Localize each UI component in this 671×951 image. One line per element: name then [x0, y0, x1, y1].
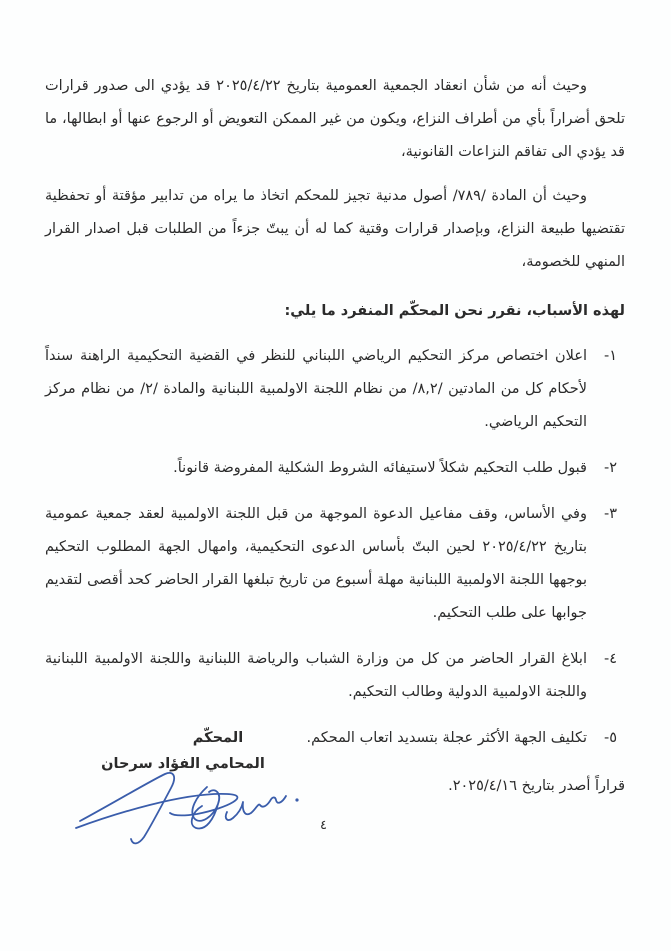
signature-scribble-image	[66, 766, 316, 866]
ruling-item-2-text: قبول طلب التحكيم شكلاً لاستيفائه الشروط الشكلية المفروضة قانوناً.	[173, 460, 587, 476]
ruling-item-3-number: ٣-	[603, 506, 617, 522]
ruling-item-4-number: ٤-	[603, 651, 617, 667]
ruling-item-1	[45, 340, 617, 439]
paragraph-whereas-1: وحيث أنه من شأن انعقاد الجمعية العمومية بتاريخ ٢٠٢٥/٤/٢٢ قد يؤدي الى صدور قرارات تلحق أضراراً بأي من أطراف النزاع، ويكون من غير الممكن التعويض أو الرجوع عنها أو ابطالها، ما قد يؤدي الى تفاقم النزاعات القانونية،	[45, 78, 625, 160]
signature-stroke-erhan	[226, 796, 286, 820]
ruling-item-1-text: اعلان اختصاص مركز التحكيم الرياضي اللبناني للنظر في القضية التحكيمية الراهنة سنداً لأحكام كل من المادتين /٨,٢/ من نظام اللجنة الاولمبية اللبنانية والمادة /٢/ من نظام مركز التحكيم الرياضي.	[45, 348, 587, 430]
arbitrator-title: المحكّم	[192, 730, 244, 746]
signature-stroke-a	[80, 773, 174, 843]
decision-date-line: قراراً أصدر بتاريخ ٢٠٢٥/٤/١٦.	[448, 778, 625, 794]
ruling-item-4	[45, 643, 617, 709]
signature-end-dot	[295, 798, 298, 801]
ruling-heading: لهذه الأسباب، نقرر نحن المحكّم المنفرد ما يلي:	[284, 303, 625, 319]
ruling-list	[45, 340, 625, 755]
ruling-item-3-text: وفي الأساس، وقف مفاعيل الدعوة الموجهة من قبل اللجنة الاولمبية لعقد جمعية عمومية بتاريخ ٢٠٢٥/٤/٢٢ لحين البتّ بأساس الدعوى التحكيمية، وامهال الجهة المطلوب التحكيم بوجهها اللجنة الاولمبية اللبنانية مهلة أسبوع من تاريخ تبلغها القرار الحاضر كحد أقصى لتقديم جوابها على طلب التحكيم.	[45, 506, 587, 621]
signature-stroke-flourish	[76, 794, 237, 828]
ruling-item-3	[45, 498, 617, 630]
ruling-item-5-text: تكليف الجهة الأكثر عجلة بتسديد اتعاب المحكم.	[306, 730, 587, 746]
ruling-item-2	[45, 452, 617, 485]
paragraph-whereas-2: وحيث أن المادة /٧٨٩/ أصول مدنية تجيز للمحكم اتخاذ ما يراه من تدابير مؤقتة أو تحفظية تقتضيها طبيعة النزاع، وبإصدار قرارات وقتية كما له أن يبتّ جزءاً من الطلبات قبل اصدار القرار المنهي للخصومة،	[45, 188, 625, 270]
page-number: ٤	[320, 818, 327, 833]
ruling-item-5-number: ٥-	[603, 730, 617, 746]
ruling-item-4-text: ابلاغ القرار الحاضر من كل من وزارة الشباب والرياضة اللبنانية واللجنة الاولمبية اللبنانية واللجنة الاولمبية الدولية وطالب التحكيم.	[45, 651, 587, 700]
ruling-item-1-number: ١-	[603, 348, 617, 364]
ruling-item-2-number: ٢-	[603, 460, 617, 476]
arbitrator-name: المحامي الفؤاد سرحان	[101, 756, 265, 772]
